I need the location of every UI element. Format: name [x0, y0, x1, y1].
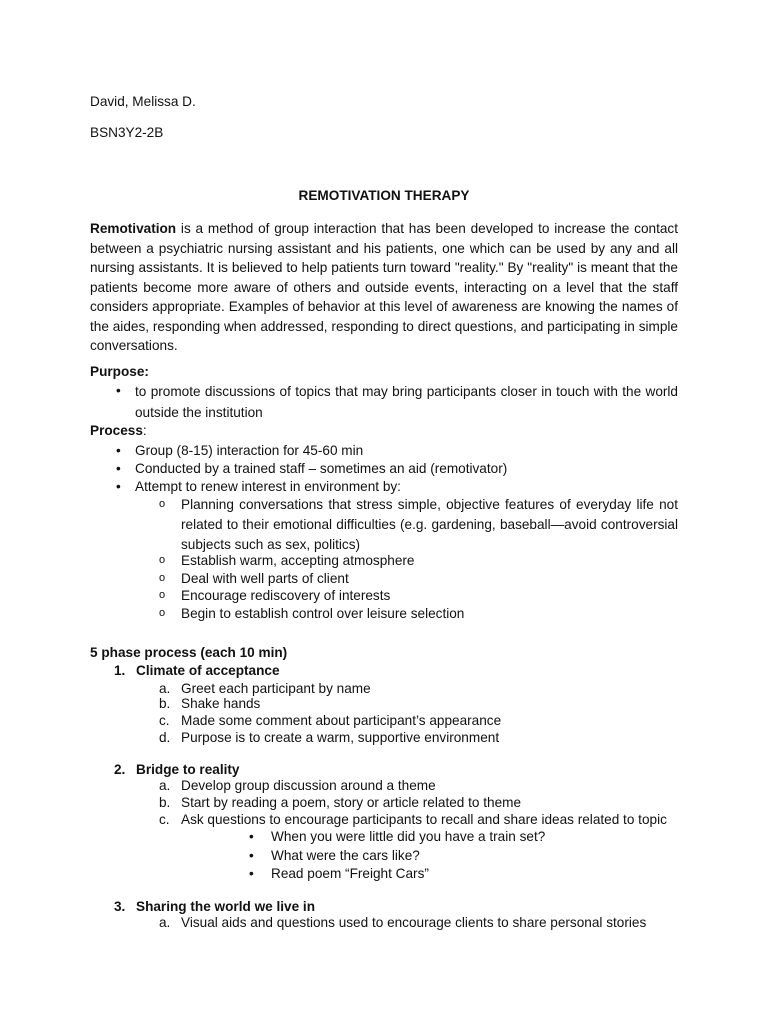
- purpose-heading: Purpose:: [90, 364, 149, 379]
- bullet-icon: •: [249, 866, 254, 881]
- phase-item: Made some comment about participant’s appearance: [181, 713, 502, 728]
- circle-bullet-icon: o: [159, 589, 166, 601]
- phase-item-letter: b.: [159, 696, 171, 711]
- phase-item: Purpose is to create a warm, supportive environment: [181, 730, 500, 745]
- process-item: Conducted by a trained staff – sometimes an aid (remotivator): [135, 461, 508, 476]
- phase-number: 2.: [114, 762, 126, 777]
- circle-bullet-icon: o: [159, 554, 166, 566]
- author-name: David, Melissa D.: [90, 94, 196, 109]
- intro-paragraph: [90, 219, 678, 356]
- document-title: REMOTIVATION THERAPY: [298, 188, 470, 203]
- process-subitem: Deal with well parts of client: [181, 571, 349, 586]
- intro-term: Remotivation: [90, 221, 177, 236]
- phase-sub-bullet: What were the cars like?: [271, 848, 420, 863]
- phase-item: Greet each participant by name: [181, 681, 371, 696]
- phase-item: Start by reading a poem, story or article related to theme: [181, 795, 522, 810]
- process-subitem: Establish warm, accepting atmosphere: [181, 553, 415, 568]
- bullet-icon: •: [116, 461, 121, 476]
- bullet-icon: •: [249, 848, 254, 863]
- phase-item: Ask questions to encourage participants to recall and share ideas related to topic: [181, 812, 667, 827]
- bullet-icon: •: [249, 829, 254, 844]
- phase-item-letter: a.: [159, 681, 171, 696]
- phase-title: Bridge to reality: [136, 762, 240, 777]
- process-subitem: Planning conversations that stress simple, objective features of everyday life not related to their emotional difficulties (e.g. gardening, baseball—avoid controversial subjects such as sex, politics): [181, 497, 678, 552]
- phase-item-letter: d.: [159, 730, 171, 745]
- purpose-item: to promote discussions of topics that may bring participants closer in touch with the world outside the institution: [135, 384, 678, 420]
- phase-item-letter: a.: [159, 915, 171, 930]
- phase-item: Shake hands: [181, 696, 261, 711]
- phase-item: Visual aids and questions used to encourage clients to share personal stories: [181, 915, 647, 930]
- bullet-icon: •: [116, 479, 121, 494]
- circle-bullet-icon: o: [159, 498, 166, 510]
- process-item: Group (8-15) interaction for 45-60 min: [135, 443, 364, 458]
- phase-item-letter: b.: [159, 795, 171, 810]
- phase-number: 1.: [114, 663, 126, 678]
- class-section: BSN3Y2-2B: [90, 125, 164, 140]
- bullet-icon: •: [116, 383, 121, 398]
- intro-text: is a method of group interaction that has been developed to increase the contact between a psychiatric nursing assistant and his patients, one which can be used by any and all nursing assistants. It is believed to help patients turn toward "reality." By "reality" is meant that the patients become more aware of others and outside events, interacting on a level that the staff considers appropriate. Examples of behavior at this level of awareness are knowing the names of the aides, responding when addressed, responding to direct questions, and participating in simple conversations.: [90, 221, 678, 353]
- phase-number: 3.: [114, 899, 126, 914]
- circle-bullet-icon: o: [159, 607, 166, 619]
- bullet-icon: •: [116, 443, 121, 458]
- phase-sub-bullet: When you were little did you have a train set?: [271, 829, 546, 844]
- phase-title: Climate of acceptance: [136, 663, 280, 678]
- phase-item-letter: a.: [159, 778, 171, 793]
- phase-sub-bullet: Read poem “Freight Cars”: [271, 866, 429, 881]
- process-item: Attempt to renew interest in environment by:: [135, 479, 401, 494]
- circle-bullet-icon: o: [159, 572, 166, 584]
- process-subitem: Begin to establish control over leisure selection: [181, 606, 465, 621]
- process-subitem: Encourage rediscovery of interests: [181, 588, 391, 603]
- phase-item: Develop group discussion around a theme: [181, 778, 436, 793]
- phases-heading: 5 phase process (each 10 min): [90, 645, 288, 660]
- process-heading: Process:: [90, 423, 147, 438]
- phase-title: Sharing the world we live in: [136, 899, 316, 914]
- phase-item-letter: c.: [159, 812, 170, 827]
- phase-item-letter: c.: [159, 713, 170, 728]
